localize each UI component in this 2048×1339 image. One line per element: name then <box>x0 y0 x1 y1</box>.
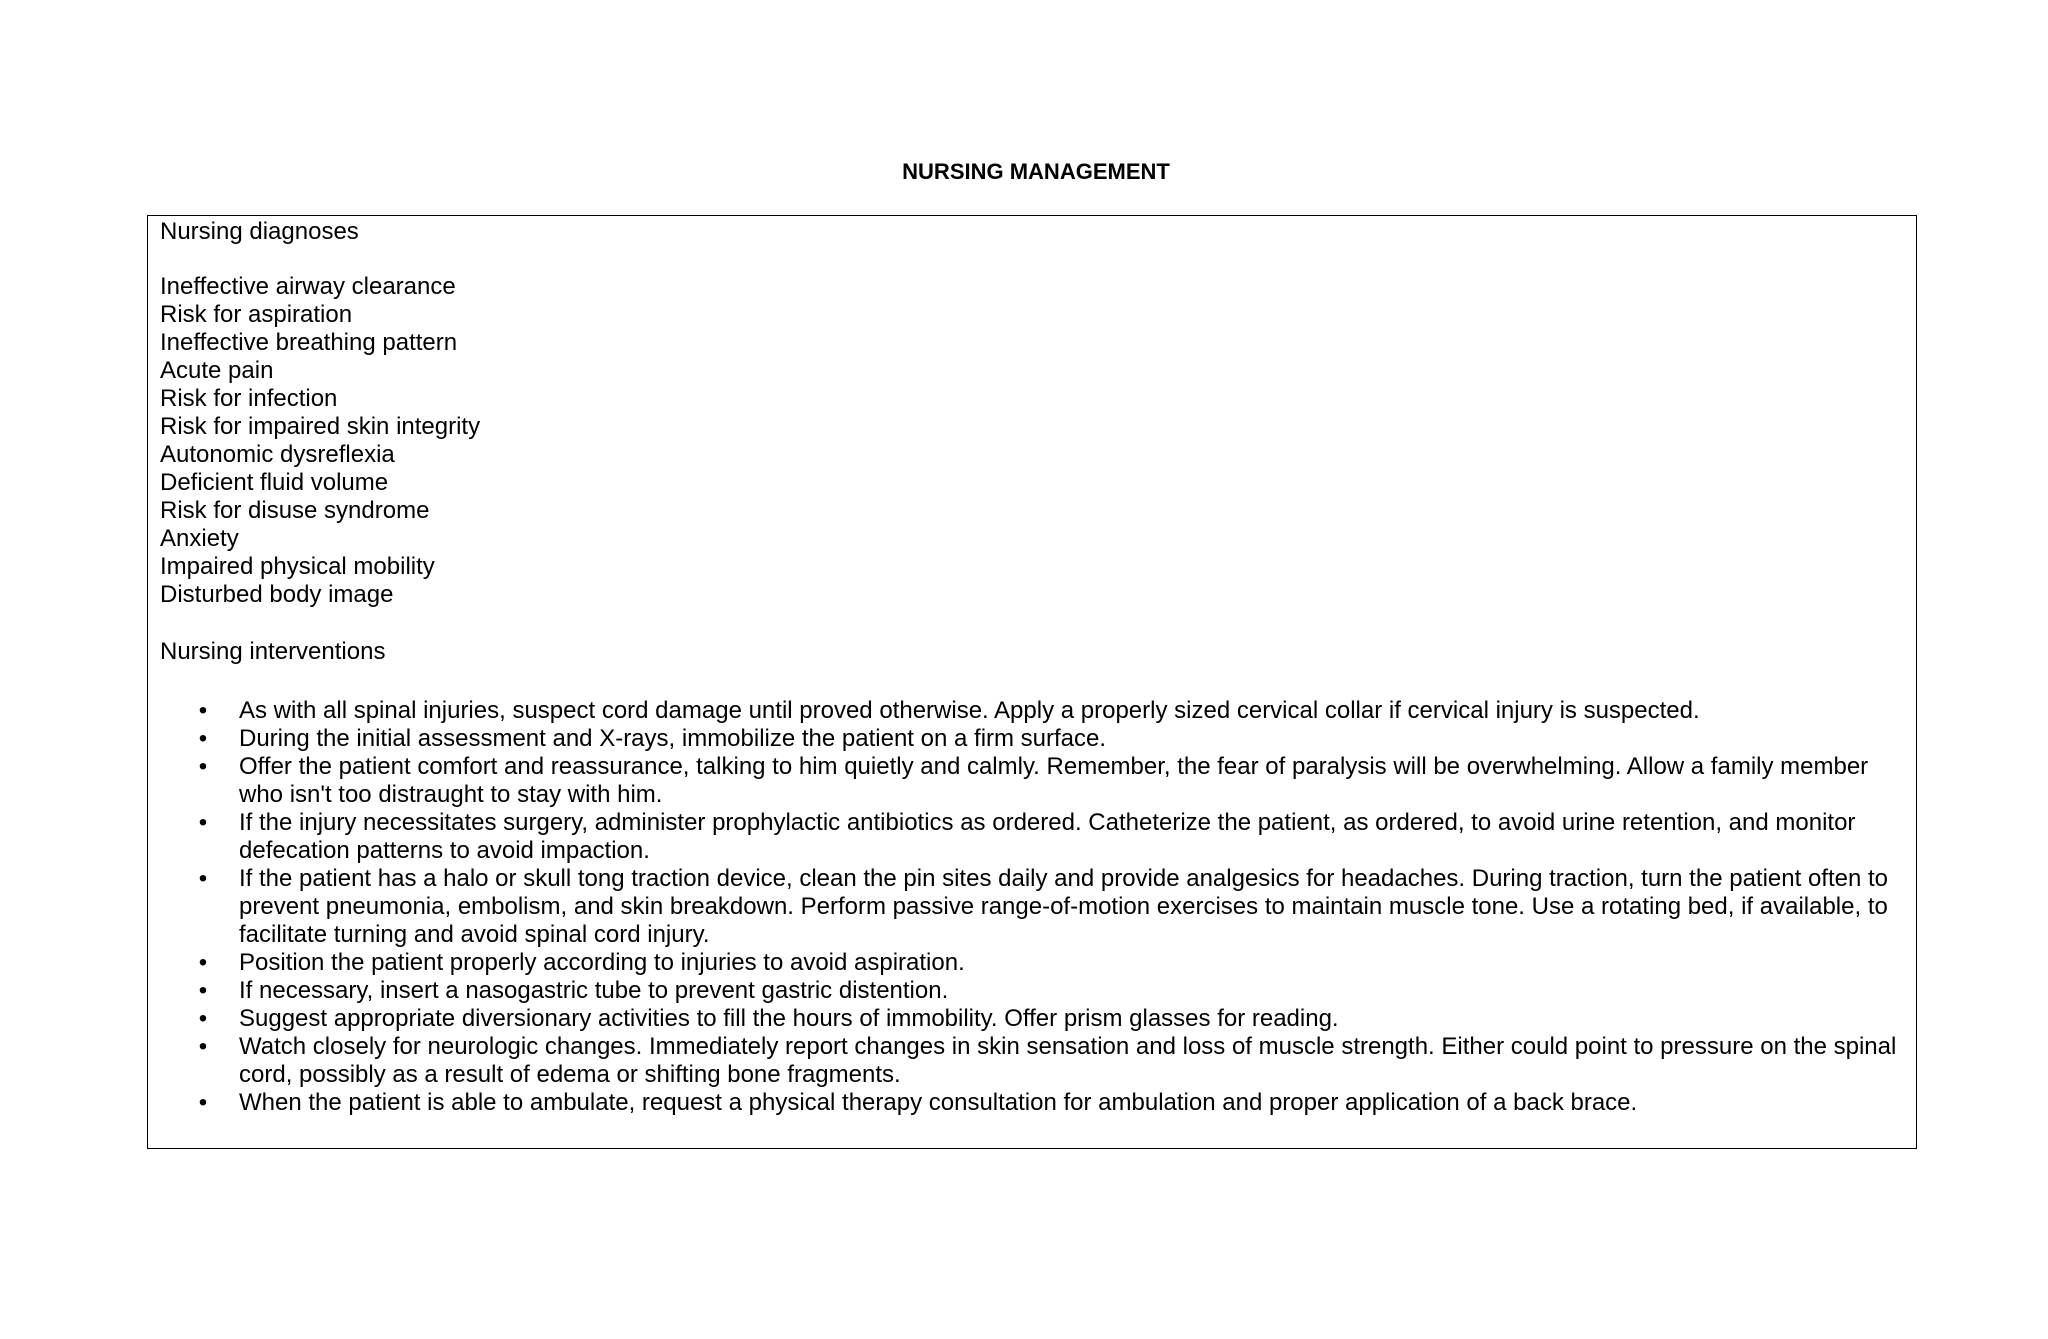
bullet-icon: • <box>198 753 208 780</box>
box-content <box>160 216 1906 1117</box>
intervention-item <box>160 1005 1906 1033</box>
intervention-item <box>160 809 1906 865</box>
intervention-text: If the patient has a halo or skull tong traction device, clean the pin sites daily and provide analgesics for headaches. During traction, turn the patient often to prevent pneumonia, embolism, and skin breakdown. Perform passive range-of-motion exercises to maintain muscle tone. Use a rotating bed, if available, to facilitate turning and avoid spinal cord injury. <box>239 865 1889 948</box>
bullet-icon: • <box>198 1089 208 1116</box>
diagnoses-heading: Nursing diagnoses <box>160 218 359 245</box>
bullet-icon: • <box>198 809 208 836</box>
diagnosis-item: Deficient fluid volume <box>160 469 389 496</box>
diagnosis-item: Anxiety <box>160 525 239 552</box>
intervention-item <box>160 725 1906 753</box>
intervention-text: During the initial assessment and X-rays, immobilize the patient on a firm surface. <box>239 725 1107 752</box>
diagnosis-item: Ineffective breathing pattern <box>160 329 458 356</box>
intervention-text: Watch closely for neurologic changes. Immediately report changes in skin sensation and loss of muscle strength. Either could point to pressure on the spinal cord, possibly as a result of edema or shifting bone fragments. <box>239 1033 1897 1088</box>
intervention-text: Position the patient properly according to injuries to avoid aspiration. <box>239 949 965 976</box>
diagnosis-item: Ineffective airway clearance <box>160 273 456 300</box>
bullet-icon: • <box>198 1005 208 1032</box>
bullet-icon: • <box>198 949 208 976</box>
diagnosis-item: Autonomic dysreflexia <box>160 441 395 468</box>
diagnosis-item: Impaired physical mobility <box>160 553 435 580</box>
bullet-icon: • <box>198 725 208 752</box>
bullet-icon: • <box>198 977 208 1004</box>
intervention-list <box>160 697 1906 1117</box>
diagnosis-item: Risk for aspiration <box>160 301 353 328</box>
bullet-icon: • <box>198 865 208 892</box>
bullet-icon: • <box>198 1033 208 1060</box>
intervention-text: If necessary, insert a nasogastric tube to prevent gastric distention. <box>239 977 949 1004</box>
intervention-item <box>160 865 1906 949</box>
diagnosis-item: Acute pain <box>160 357 274 384</box>
intervention-item <box>160 977 1906 1005</box>
page-title: NURSING MANAGEMENT <box>902 159 1170 184</box>
intervention-text: Suggest appropriate diversionary activities to fill the hours of immobility. Offer prism glasses for reading. <box>239 1005 1339 1032</box>
intervention-item <box>160 697 1906 725</box>
intervention-text: Offer the patient comfort and reassurance, talking to him quietly and calmly. Remember, the fear of paralysis will be overwhelming. Allow a family member who isn't too distraught to stay with him. <box>239 753 1869 808</box>
content-box <box>147 215 1917 1149</box>
diagnosis-list <box>160 273 1906 609</box>
diagnosis-item: Risk for impaired skin integrity <box>160 413 481 440</box>
intervention-text: If the injury necessitates surgery, administer prophylactic antibiotics as ordered. Catheterize the patient, as ordered, to avoid urine retention, and monitor defecation patterns to avoid impaction. <box>239 809 1856 864</box>
interventions-heading: Nursing interventions <box>160 638 386 665</box>
intervention-text: As with all spinal injuries, suspect cord damage until proved otherwise. Apply a properly sized cervical collar if cervical injury is suspected. <box>239 697 1700 724</box>
intervention-item <box>160 1033 1906 1089</box>
intervention-item <box>160 1089 1906 1117</box>
intervention-text: When the patient is able to ambulate, request a physical therapy consultation for ambulation and proper application of a back brace. <box>239 1089 1638 1116</box>
bullet-icon: • <box>198 697 208 724</box>
diagnosis-item: Risk for infection <box>160 385 338 412</box>
diagnosis-item: Risk for disuse syndrome <box>160 497 430 524</box>
intervention-item <box>160 753 1906 809</box>
diagnosis-item: Disturbed body image <box>160 581 394 608</box>
intervention-item <box>160 949 1906 977</box>
